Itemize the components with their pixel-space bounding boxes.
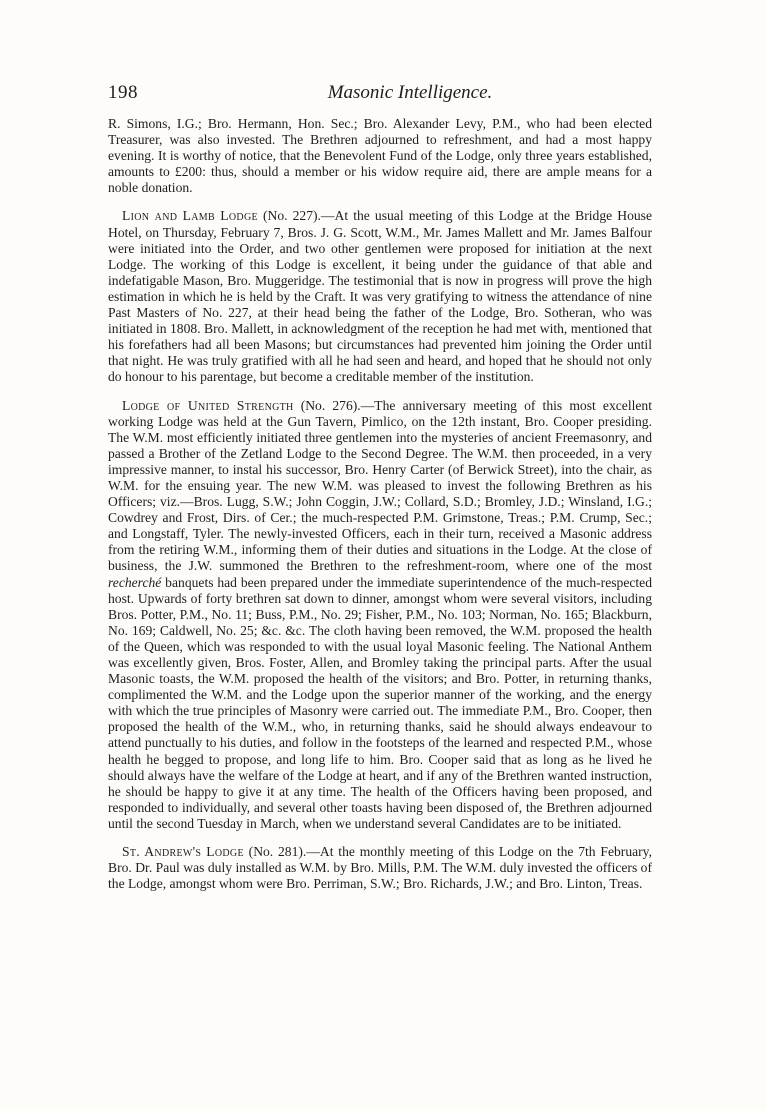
page-number: 198 [108, 82, 138, 103]
paragraph-continuation [108, 116, 652, 196]
lodge-heading: St. Andrew's Lodge [122, 844, 244, 860]
paragraph-st-andrews-lodge [108, 844, 652, 892]
paragraph-text: (No. 276).—The anniversary meeting of this most excellent working Lodge was held at the Gun Tavern, Pimlico, on the 12th instant, Bro. Cooper presiding. The W.M. most efficiently initiated three gentlemen into the mysteries of ancient Freemasonry, and passed a Brother of the Zetland Lodge to the Second Degree. The W.M. then proceeded, in a very impressive manner, to instal his successor, Bro. Henry Carter (of Berwick Street), into the chair, as W.M. for the ensuing year. The new W.M. was pleased to invest the following Brethren as his Officers; viz.—Bros. Lugg, S.W.; John Coggin, J.W.; Collard, S.D.; Bromley, J.D.; Winsland, I.G.; Cowdrey and Frost, Dirs. of Cer.; the much-respected P.M. Grimstone, Treas.; P.M. Crump, Sec.; and Longstaff, Tyler. The newly-invested Officers, each in their turn, received a Masonic address from the retiring W.M., informing them of their duties and situations in the Lodge. At the close of business, the J.W. summoned the Brethren to the refreshment-room, where one of the most [108, 397, 652, 574]
paragraph-text: (No. 227).—At the usual meeting of this Lodge at the Bridge House Hotel, on Thursday, February 7, Bros. J. G. Scott, W.M., Mr. James Mallett and Mr. James Balfour were initiated into the Order, and two other gentlemen were proposed for initiation at the next Lodge. The working of this Lodge is excellent, it being under the guidance of that able and indefatigable Mason, Bro. Muggeridge. The testimonial that is now in progress will prove the high estimation in which he is held by the Craft. It was very gratifying to witness the attendance of nine Past Masters of No. 227, at their head being the father of the Lodge, Bro. Sotheran, who was initiated in 1808. Bro. Mallett, in acknowledgment of the reception he had met with, mentioned that his forefathers had all been Masons; but circumstances had prevented him joining the Order until that night. He was truly gratified with all he had seen and heard, and hoped that he should not only do honour to his parentage, but become a creditable member of the institution. [108, 208, 652, 385]
paragraph-lodge-of-united-strength [108, 398, 652, 833]
running-head [108, 82, 652, 112]
running-title: Masonic Intelligence. [327, 82, 493, 103]
lodge-heading: Lion and Lamb Lodge [122, 208, 258, 224]
paragraph-text: R. Simons, I.G.; Bro. Hermann, Hon. Sec.; Bro. Alexander Levy, P.M., who had been elected Treasurer, was also invested. The Brethren adjourned to refreshment, and had a most happy evening. It is worthy of notice, that the Benevolent Fund of the Lodge, only three years established, amounts to £200: thus, should a member or his widow require aid, there are ample means for a noble donation. [108, 116, 652, 196]
paragraph-lion-and-lamb-lodge [108, 208, 652, 385]
emphasis-word: recherché [108, 574, 162, 590]
page [108, 82, 652, 904]
paragraph-text: banquets had been prepared under the immediate superintendence of the much-respected host. Upwards of forty brethren sat down to dinner, amongst whom were several visitors, including Bros. Potter, P.M., No. 11; Buss, P.M., No. 29; Fisher, P.M., No. 103; Norman, No. 165; Blackburn, No. 169; Caldwell, No. 25; &c. &c. The cloth having been removed, the W.M. proposed the health of the Queen, which was responded to with the usual loyal Masonic feeling. The National Anthem was excellently given, Bros. Foster, Allen, and Bromley taking the principal parts. After the usual Masonic toasts, the W.M. proposed the health of the visitors; and Bro. Potter, in returning thanks, complimented the W.M. and the Lodge upon the superior manner of the working, and the energy with which the true principles of Masonry were carried out. The immediate P.M., Bro. Cooper, then proposed the health of the W.M., who, in returning thanks, said he should always endeavour to attend punctually to his duties, and follow in the footsteps of the learned and respected P.M., whose health he begged to propose, and long life to him. Bro. Cooper said that as long as he lived he should always have the welfare of the Lodge at heart, and if any of the Brethren wanted instruction, he should be happy to give it at any time. The health of the Officers having been proposed, and responded to individually, and several other toasts having been disposed of, the Brethren adjourned until the second Tuesday in March, when we understand several Candidates are to be initiated. [108, 574, 652, 831]
lodge-heading: Lodge of United Strength [122, 397, 294, 413]
paragraph-text: (No. 281).—At the monthly meeting of this Lodge on the 7th February, Bro. Dr. Paul was duly installed as W.M. by Bro. Mills, P.M. The W.M. duly invested the officers of the Lodge, amongst whom were Bro. Perriman, S.W.; Bro. Richards, J.W.; and Bro. Linton, Treas. [108, 844, 652, 892]
